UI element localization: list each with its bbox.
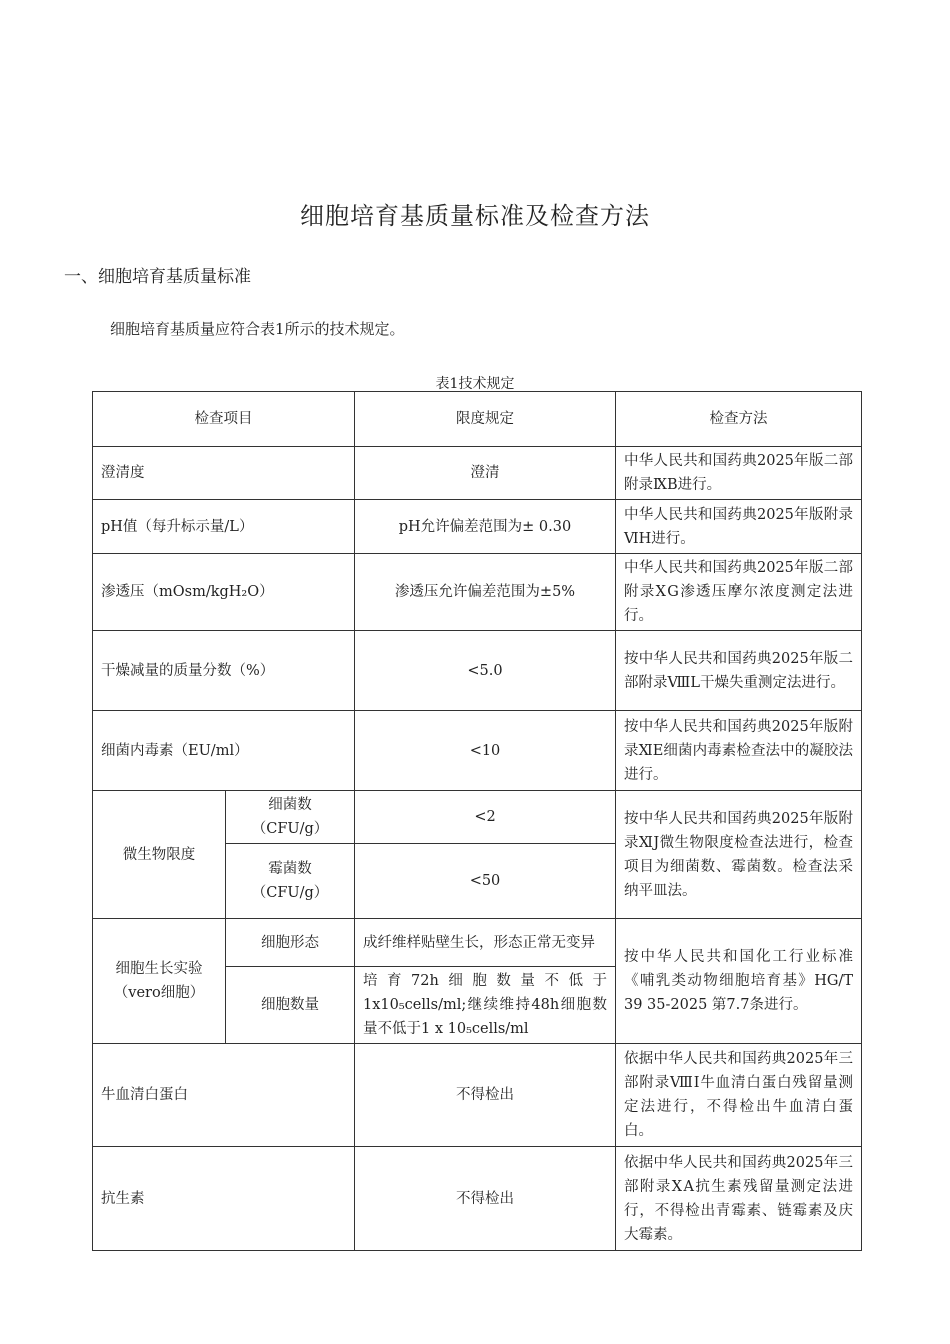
row-method: 依据中华人民共和国药典2025年三部附录ⅩA抗生素残留量测定法进行，不得检出青霉素、链霉素及庆大霉素。 [616, 1147, 862, 1251]
header-item: 检查项目 [93, 392, 355, 447]
table-row [93, 631, 862, 711]
growth-limit-morphology: 成纤维样贴壁生长，形态正常无变异 [355, 919, 616, 967]
micro-sub-bacteria: 细菌数（CFU/g） [226, 791, 355, 844]
row-method: 中华人民共和国药典2025年版二部附录ⅩG渗透压摩尔浓度测定法进行。 [616, 554, 862, 631]
micro-limit-bacteria: <2 [355, 791, 616, 844]
row-limit: <10 [355, 711, 616, 791]
row-limit: pH允许偏差范围为± 0.30 [355, 500, 616, 554]
growth-sub-count: 细胞数量 [226, 967, 355, 1044]
row-item: pH值（每升标示量/L） [93, 500, 355, 554]
row-limit: <5.0 [355, 631, 616, 711]
row-item: 澄清度 [93, 447, 355, 500]
row-item: 牛血清白蛋白 [93, 1044, 355, 1147]
row-item: 抗生素 [93, 1147, 355, 1251]
micro-sub-mold: 霉菌数（CFU/g） [226, 844, 355, 919]
row-item: 渗透压（mOsm/kgH₂O） [93, 554, 355, 631]
section-heading: 一、细胞培育基质量标准 [64, 267, 251, 287]
header-method: 检查方法 [616, 392, 862, 447]
micro-limit-mold: <50 [355, 844, 616, 919]
table-row [93, 919, 862, 967]
table-row [93, 1044, 862, 1147]
growth-limit-count: 培育72h细胞数量不低于1x10₅cells/ml;继续维持48h细胞数量不低于1 x 10₅cells/ml [355, 967, 616, 1044]
row-method: 依据中华人民共和国药典2025年三部附录ⅧI牛血清白蛋白残留量测定法进行，不得检出牛血清白蛋白。 [616, 1044, 862, 1147]
table-row [93, 791, 862, 844]
row-limit: 澄清 [355, 447, 616, 500]
row-limit: 不得检出 [355, 1147, 616, 1251]
table-header-row [93, 392, 862, 447]
document-title: 细胞培育基质量标准及检查方法 [300, 202, 650, 230]
table-row [93, 500, 862, 554]
table-row [93, 447, 862, 500]
table-row [93, 711, 862, 791]
header-limit: 限度规定 [355, 392, 616, 447]
row-method: 按中华人民共和国药典2025年版附录ⅪE细菌内毒素检查法中的凝胶法进行。 [616, 711, 862, 791]
intro-paragraph: 细胞培育基质量应符合表1所示的技术规定。 [110, 320, 405, 338]
row-method: 中华人民共和国药典2025年版附录ⅥH进行。 [616, 500, 862, 554]
table-caption: 表1技术规定 [435, 376, 515, 392]
row-method: 中华人民共和国药典2025年版二部附录ⅨB进行。 [616, 447, 862, 500]
row-item: 干燥减量的质量分数（%） [93, 631, 355, 711]
growth-method: 按中华人民共和国化工行业标准《哺乳类动物细胞培育基》HG/T 39 35-2025 第7.7条进行。 [616, 919, 862, 1044]
micro-method: 按中华人民共和国药典2025年版附录ⅪJ微生物限度检查法进行，检查项目为细菌数、霉菌数。检查法采纳平皿法。 [616, 791, 862, 919]
row-limit: 渗透压允许偏差范围为±5% [355, 554, 616, 631]
micro-group: 微生物限度 [93, 791, 226, 919]
row-item: 细菌内毒素（EU/ml） [93, 711, 355, 791]
row-limit: 不得检出 [355, 1044, 616, 1147]
row-method: 按中华人民共和国药典2025年版二部附录ⅧL干燥失重测定法进行。 [616, 631, 862, 711]
table-row [93, 554, 862, 631]
growth-sub-morphology: 细胞形态 [226, 919, 355, 967]
table-row [93, 1147, 862, 1251]
growth-group: 细胞生长实验（vero细胞） [93, 919, 226, 1044]
spec-table [92, 391, 862, 1251]
